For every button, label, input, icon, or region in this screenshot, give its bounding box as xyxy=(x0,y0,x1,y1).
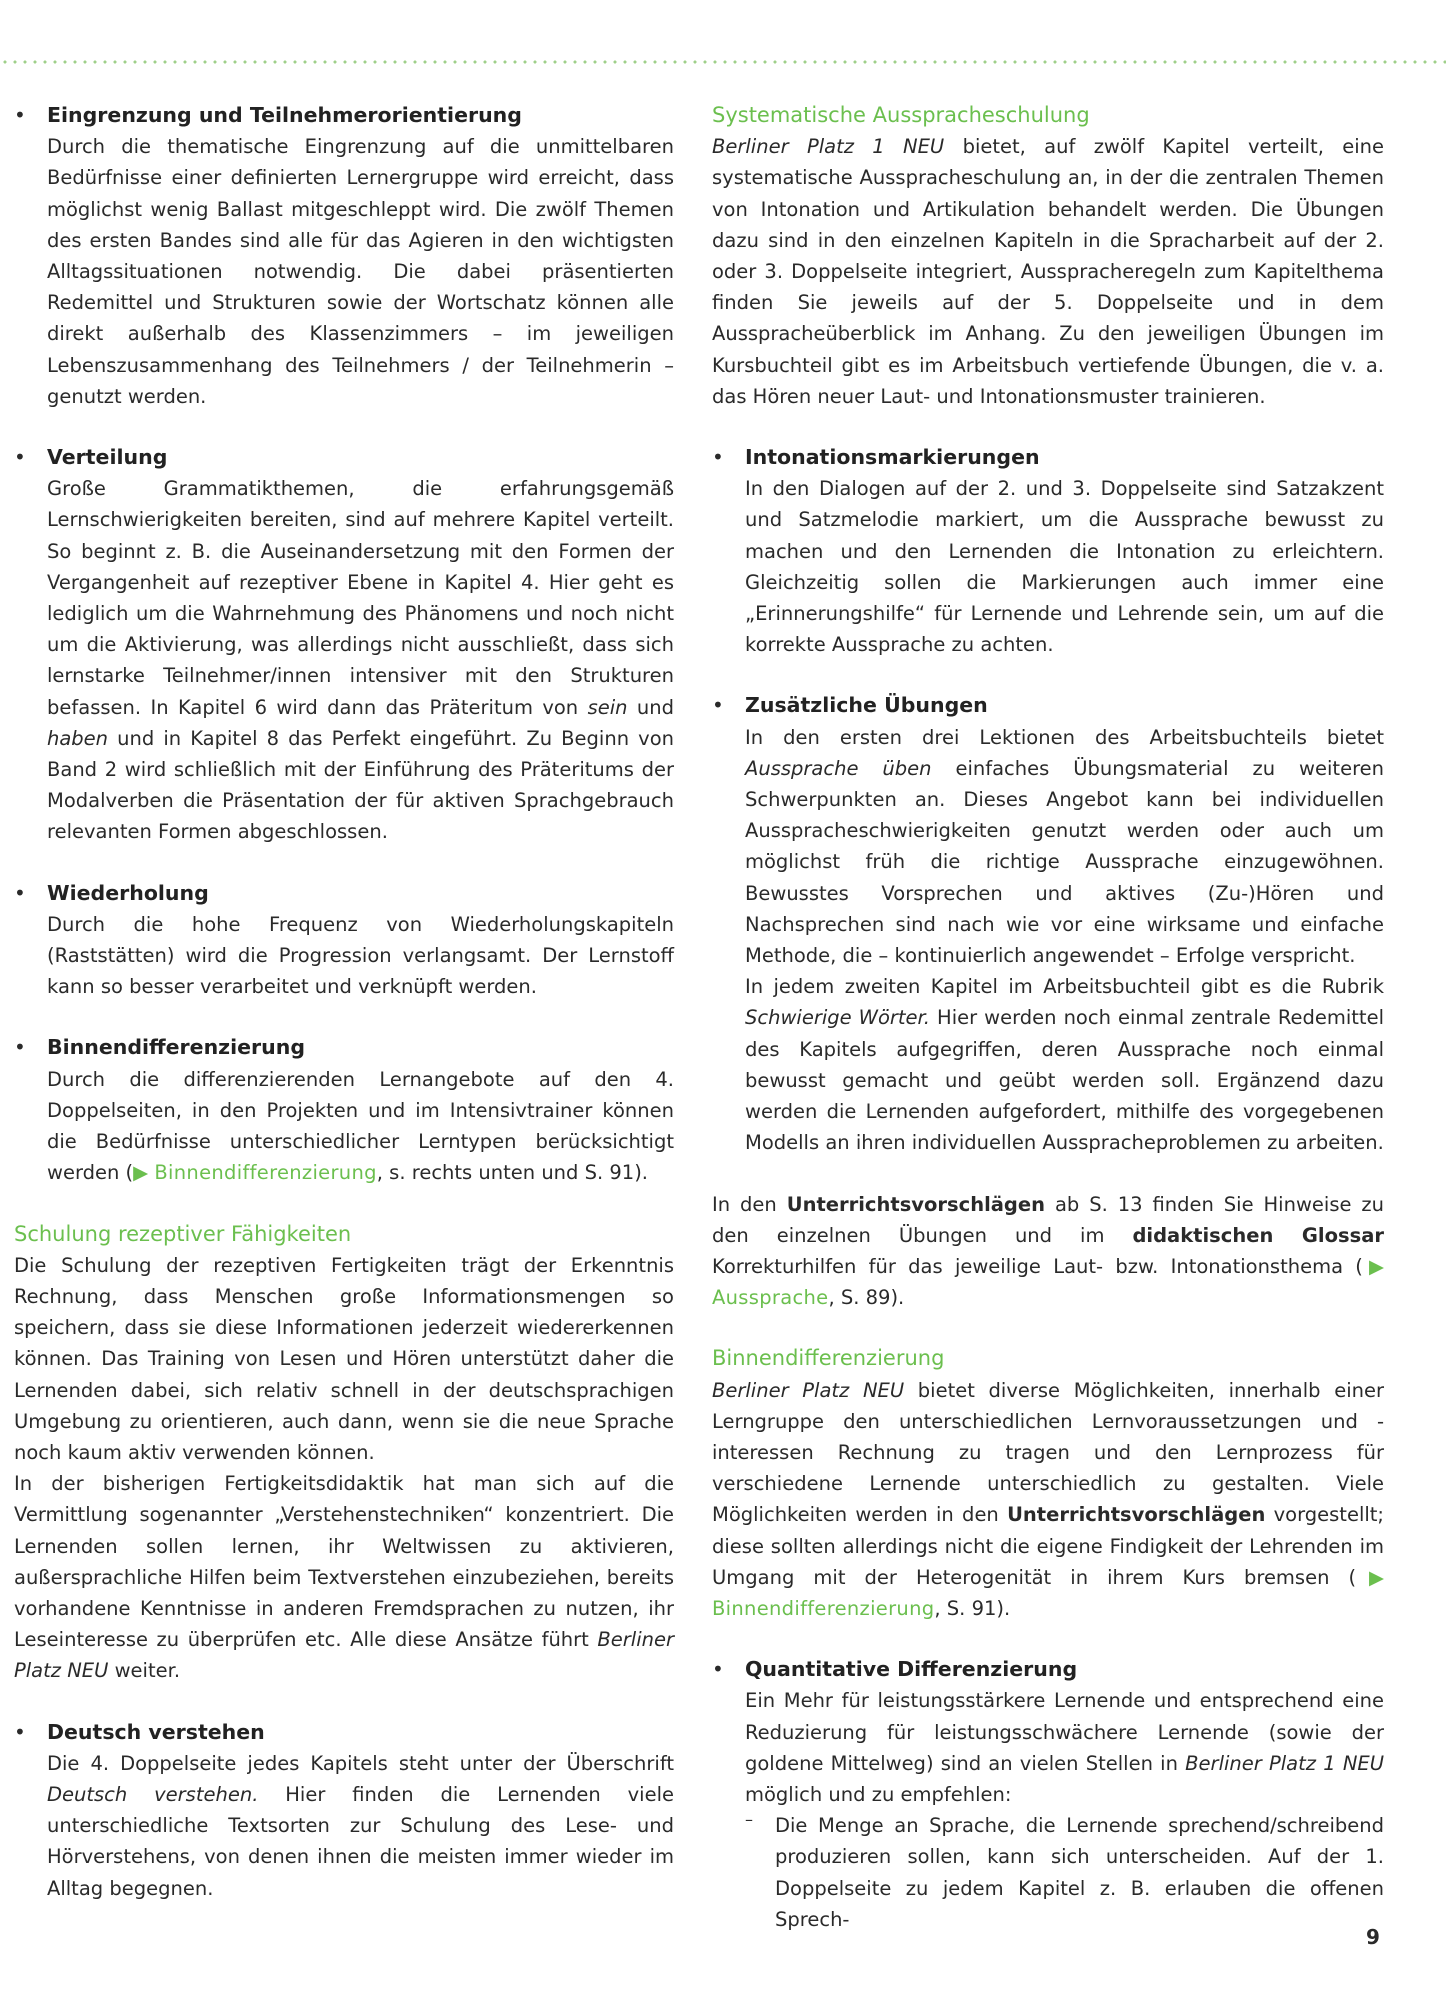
item-title: Wiederholung xyxy=(47,880,209,905)
item-title: Binnendifferenzierung xyxy=(47,1035,305,1060)
bullet-intonationsmarkierungen xyxy=(712,442,1384,660)
bullet-binnendifferenzierung xyxy=(14,1032,674,1188)
cross-reference-link[interactable]: Binnendifferenzierung xyxy=(712,1596,935,1620)
arrow-icon: ▶ xyxy=(1356,1565,1385,1589)
right-column xyxy=(712,100,1384,1965)
bullet-icon: • xyxy=(14,880,26,905)
item-text: Große Grammatikthemen, die erfahrungsgemäß Lernschwierigkeiten bereiten, sind auf mehrere Kapitel verteilt. So beginnt z. B. die Auseinandersetzung mit den Formen der Vergangenheit auf rezeptiver Ebene in Kapitel 4. Hier geht es lediglich um die Wahrnehmung des Phänomens und noch nicht um die Aktivierung, was allerdings nicht ausschließt, dass sich lernstarke Teilnehmer/innen intensiver mit den Strukturen befassen. In Kapitel 6 wird dann das Präteritum von sein und haben und in Kapitel 8 das Perfekt eingeführt. Zu Beginn von Band 2 wird schließlich mit der Einführung des Präteritums der Modalverben die Präsentation der für aktiven Sprachgebrauch relevanten Formen abgeschlossen. xyxy=(47,477,674,844)
bullet-icon: • xyxy=(712,693,724,718)
bullet-icon: • xyxy=(712,445,724,470)
item-title: Verteilung xyxy=(47,445,168,470)
bullet-zusaetzliche-uebungen xyxy=(712,690,1384,1158)
paragraph: Die Schulung der rezeptiven Fertigkeiten trägt der Erkenntnis Rechnung, dass Menschen große Informationsmengen so speichern, dass sie diese Informationen jederzeit wiedererkennen können. Das Training von Lesen und Hören unterstützt daher die Lernenden dabei, sich relativ schnell in der deutschsprachigen Umgebung zu orientieren, auch dann, wenn sie die neue Sprache noch kaum aktiv verwenden können. xyxy=(14,1253,674,1464)
bullet-icon: • xyxy=(14,445,26,470)
bullet-wiederholung xyxy=(14,878,674,1003)
bullet-icon: • xyxy=(14,103,26,127)
section-binnendifferenzierung xyxy=(712,1343,1384,1624)
list-item-text: Die Menge an Sprache, die Lernende sprechend/schreibend produzieren sollen, kann sich unterscheiden. Auf der 1. Doppelseite zu jedem Kapitel z. B. erlauben die offenen Sprech- xyxy=(775,1814,1384,1931)
section-ausspracheschulung xyxy=(712,100,1384,412)
section-heading: Systematische Ausspracheschulung xyxy=(712,103,1090,127)
page-number: 9 xyxy=(1366,1925,1380,1949)
item-text: In den Dialogen auf der 2. und 3. Doppelseite sind Satzakzent und Satzmelodie markiert, um die Aussprache bewusst zu machen und den Lernenden die Intonation zu erleichtern. Gleichzeitig sollen die Markierungen auch immer eine „Erinnerungshilfe“ für Lernende und Lehrende sein, um auf die korrekte Aussprache zu achten. xyxy=(745,477,1384,657)
bullet-icon: • xyxy=(14,1719,26,1744)
bullet-deutsch-verstehen xyxy=(14,1717,674,1904)
arrow-icon: ▶ xyxy=(1362,1254,1384,1278)
item-text: Durch die hohe Frequenz von Wiederholungskapiteln (Raststätten) wird die Progression verlangsamt. Der Lernstoff kann so besser verarbeitet und verknüpft werden. xyxy=(47,912,674,999)
item-text: Durch die differenzierenden Lernangebote auf den 4. Doppelseiten, in den Projekten und im Intensivtrainer können die Bedürfnisse unterschiedlicher Lerntypen berücksichtigt werden (▶ Binnendifferenzierung, s. rechts unten und S. 91). xyxy=(47,1067,674,1185)
bullet-verteilung xyxy=(14,442,674,848)
item-text: In jedem zweiten Kapitel im Arbeitsbuchteil gibt es die Rubrik Schwierige Wörter. Hier werden noch einmal zentrale Redemittel des Kapitels aufgegriffen, deren Aussprache noch einmal bewusst gemacht und geübt werden soll. Ergänzend dazu werden die Lernenden aufgefordert, mithilfe des vorgegebenen Modells an ihren individuellen Ausspracheproblemen zu arbeiten. xyxy=(745,975,1384,1155)
paragraph: In den Unterrichtsvorschlägen ab S. 13 finden Sie Hinweise zu den einzelnen Übungen und im didaktischen Glossar Korrekturhilfen für das jeweilige Laut- bzw. Intonationsthema (▶ Aussprache, S. 89). xyxy=(712,1192,1385,1310)
section-heading: Binnendifferenzierung xyxy=(712,1346,945,1371)
left-column xyxy=(14,100,674,1934)
item-title: Zusätzliche Übungen xyxy=(745,693,988,718)
bullet-icon: • xyxy=(712,1657,724,1682)
arrow-icon: ▶ xyxy=(133,1161,149,1185)
item-title: Deutsch verstehen xyxy=(47,1719,265,1744)
section-schulung xyxy=(14,1219,674,1687)
section-hinweise xyxy=(712,1189,1384,1314)
cross-reference-link[interactable]: Aussprache xyxy=(712,1286,829,1310)
bullet-eingrenzung xyxy=(14,100,674,412)
bullet-icon: • xyxy=(14,1035,26,1060)
paragraph: In der bisherigen Fertigkeitsdidaktik hat man sich auf die Vermittlung sogenannter „Verstehenstechniken“ konzentriert. Die Lernenden sollen lernen, ihr Weltwissen zu aktivieren, außersprachliche Hilfen beim Textverstehen einzubeziehen, bereits vorhandene Kenntnisse in anderen Fremdsprachen zu nutzen, ihr Leseinteresse zu überprüfen etc. Alle diese Ansätze führt Berliner Platz NEU weiter. xyxy=(14,1472,674,1683)
cross-reference-link[interactable]: Binnendifferenzierung xyxy=(154,1161,377,1185)
item-text: Durch die thematische Eingrenzung auf die unmittelbaren Bedürfnisse einer definierten Lernergruppe wird erreicht, dass möglichst wenig Ballast mitgeschleppt wird. Die zwölf Themen des ersten Bandes sind alle für das Agieren in den wichtigsten Alltagssituationen notwendig. Die dabei präsentierten Redemittel und Strukturen sowie der Wortschatz können alle direkt außerhalb des Klassenzimmers – im jeweiligen Lebenszusammenhang des Teilnehmers / der Teilnehmerin – genutzt werden. xyxy=(47,135,674,408)
item-title: Intonationsmarkierungen xyxy=(745,445,1040,470)
dash-marker: – xyxy=(745,1810,753,1830)
item-title: Eingrenzung und Teilnehmerorientierung xyxy=(47,103,522,127)
item-title: Quantitative Differenzierung xyxy=(745,1657,1078,1682)
dotted-rule xyxy=(0,60,1446,64)
paragraph: Berliner Platz NEU bietet diverse Möglichkeiten, innerhalb einer Lerngruppe den unterschiedlichen Lernvoraussetzungen und -interessen Rechnung zu tragen und den Lernprozess für verschiedene Lernende unterschiedlich zu gestalten. Viele Möglichkeiten werden in den Unterrichtsvorschlägen vorgestellt; diese sollten allerdings nicht die eigene Findigkeit der Lehrenden im Umgang mit der Heterogenität in ihrem Kurs bremsen (▶ Binnendifferenzierung, S. 91). xyxy=(712,1378,1385,1620)
paragraph: Berliner Platz 1 NEU bietet, auf zwölf Kapitel verteilt, eine systematische Ausspracheschulung an, in der die zentralen Themen von Intonation und Artikulation behandelt werden. Die Übungen dazu sind in den einzelnen Kapiteln in die Spracharbeit auf der 2. oder 3. Doppelseite integriert, Ausspracheregeln zum Kapitelthema finden Sie jeweils auf der 5. Doppelseite und in dem Ausspracheüberblick im Anhang. Zu den jeweiligen Übungen im Kursbuchteil gibt es im Arbeitsbuch vertiefende Übungen, die v. a. das Hören neuer Laut- und Intonationsmuster trainieren. xyxy=(712,135,1384,408)
item-text: Ein Mehr für leistungsstärkere Lernende und entsprechend eine Reduzierung für leistungsschwächere Lernende (sowie der goldene Mittelweg) sind an vielen Stellen in Berliner Platz 1 NEU möglich und zu empfehlen: xyxy=(745,1689,1384,1806)
item-text: Die 4. Doppelseite jedes Kapitels steht unter der Überschrift Deutsch verstehen. Hier finden die Lernenden viele unterschiedliche Textsorten zur Schulung des Lese- und Hörverstehens, von denen ihnen die meisten immer wieder im Alltag begegnen. xyxy=(47,1751,674,1900)
section-heading: Schulung rezeptiver Fähigkeiten xyxy=(14,1221,352,1246)
item-text: In den ersten drei Lektionen des Arbeitsbuchteils bietet Aussprache üben einfaches Übungsmaterial zu weiteren Schwerpunkten an. Dieses Angebot kann bei individuellen Ausspracheschwierigkeiten genutzt werden oder auch um möglichst früh die richtige Aussprache einzugewöhnen. Bewusstes Vorsprechen und aktives (Zu-)Hören und Nachsprechen sind nach wie vor eine wirksame und einfache Methode, die – kontinuierlich angewendet – Erfolge verspricht. xyxy=(745,725,1385,968)
dash-list-item xyxy=(745,1810,1384,1935)
bullet-quantitative-differenzierung xyxy=(712,1654,1384,1935)
